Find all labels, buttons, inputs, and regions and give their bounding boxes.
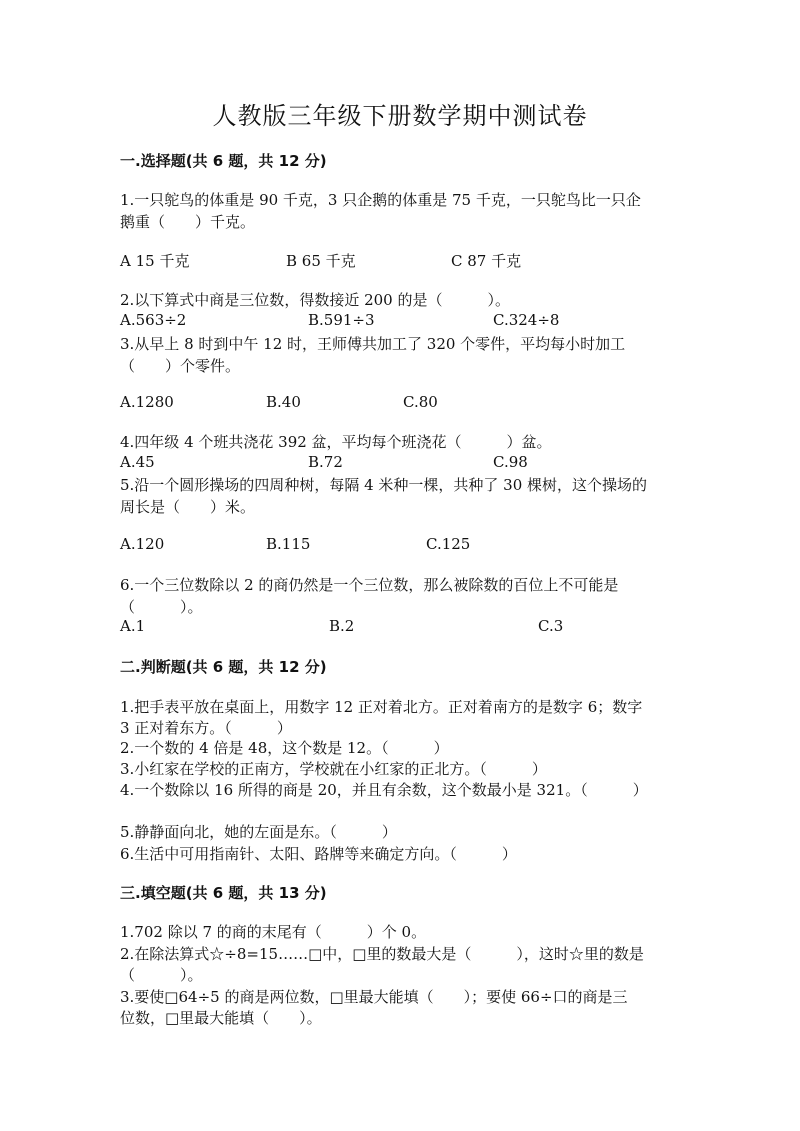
question-1-5-option-a: A.120 [120, 535, 165, 553]
question-2-1-text: 1.把手表平放在桌面上，用数字 12 正对着北方。正对着南方的是数字 6；数字 [120, 698, 643, 716]
question-1-1-option-c: C 87 千克 [451, 252, 522, 270]
question-1-2-option-a: A.563÷2 [120, 311, 187, 329]
question-1-3-option-a: A.1280 [120, 393, 174, 411]
question-1-1-text-cont: 鹅重（ ）千克。 [120, 213, 256, 231]
question-1-2-text: 2.以下算式中商是三位数，得数接近 200 的是（ ）。 [120, 291, 510, 309]
question-3-3-text-cont: 位数，□里最大能填（ ）。 [120, 1009, 322, 1027]
question-1-6-option-c: C.3 [538, 617, 564, 635]
question-2-1-text-cont: 3 正对着东方。（ ） [120, 719, 292, 737]
question-3-3-text: 3.要使□64÷5 的商是两位数，□里最大能填（ ）；要使 66÷口的商是三 [120, 988, 628, 1006]
question-3-2-text: 2.在除法算式☆÷8=15……□中，□里的数最大是（ ），这时☆里的数是 [120, 945, 644, 963]
question-1-3-option-b: B.40 [266, 393, 301, 411]
question-1-6-option-a: A.1 [120, 617, 146, 635]
question-2-4-text: 4.一个数除以 16 所得的商是 20，并且有余数，这个数最小是 321。（ ） [120, 781, 648, 799]
section-heading-fill-in-blank: 三.填空题(共 6 题，共 13 分) [120, 884, 327, 902]
question-1-4-text: 4.四年级 4 个班共浇花 392 盆，平均每个班浇花（ ）盆。 [120, 433, 552, 451]
question-2-6-text: 6.生活中可用指南针、太阳、路牌等来确定方向。（ ） [120, 845, 517, 863]
question-2-5-text: 5.静静面向北，她的左面是东。（ ） [120, 823, 397, 841]
question-1-6-option-b: B.2 [329, 617, 355, 635]
question-1-5-text-cont: 周长是（ ）米。 [120, 498, 256, 516]
question-1-2-option-b: B.591÷3 [308, 311, 375, 329]
question-1-5-text: 5.沿一个圆形操场的四周种树，每隔 4 米种一棵，共种了 30 棵树，这个操场的 [120, 476, 648, 494]
question-1-5-option-c: C.125 [426, 535, 471, 553]
question-1-6-text: 6.一个三位数除以 2 的商仍然是一个三位数，那么被除数的百位上不可能是 [120, 576, 619, 594]
page-title: 人教版三年级下册数学期中测试卷 [212, 102, 588, 130]
question-1-5-option-b: B.115 [266, 535, 311, 553]
question-1-6-text-cont: （ ）。 [120, 598, 203, 616]
question-1-3-option-c: C.80 [403, 393, 438, 411]
question-3-2-text-cont: （ ）。 [120, 966, 203, 984]
question-1-2-option-c: C.324÷8 [493, 311, 560, 329]
question-1-1-text: 1.一只鸵鸟的体重是 90 千克，3 只企鹅的体重是 75 千克，一只鸵鸟比一只企 [120, 191, 641, 209]
question-1-3-text-cont: （ ）个零件。 [120, 357, 241, 375]
section-heading-multiple-choice: 一.选择题(共 6 题，共 12 分) [120, 152, 327, 170]
section-heading-true-false: 二.判断题(共 6 题，共 12 分) [120, 658, 327, 676]
question-1-4-option-c: C.98 [493, 453, 528, 471]
question-1-4-option-b: B.72 [308, 453, 343, 471]
question-1-1-option-b: B 65 千克 [286, 252, 356, 270]
question-1-4-option-a: A.45 [120, 453, 155, 471]
question-2-2-text: 2.一个数的 4 倍是 48，这个数是 12。（ ） [120, 739, 449, 757]
question-1-3-text: 3.从早上 8 时到中午 12 时，王师傅共加工了 320 个零件，平均每小时加工 [120, 335, 626, 353]
question-3-1-text: 1.702 除以 7 的商的末尾有（ ）个 0。 [120, 923, 427, 941]
question-1-1-option-a: A 15 千克 [120, 252, 190, 270]
question-2-3-text: 3.小红家在学校的正南方，学校就在小红家的正北方。（ ） [120, 760, 547, 778]
